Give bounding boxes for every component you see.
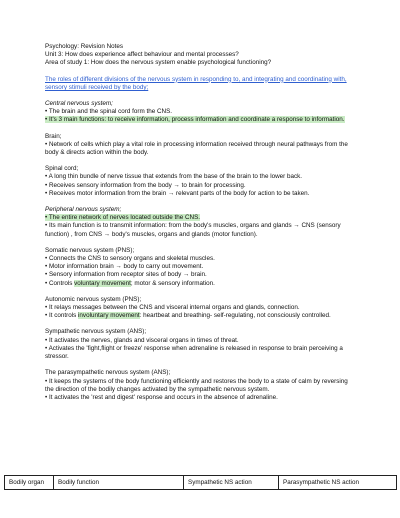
cns-heading: Central nervous system; xyxy=(45,100,113,108)
spinal-bullet-1: • A long thin bundle of nerve tissue that extends from the base of the brain to the lower back. xyxy=(45,173,303,181)
cns-bullet-2-text: • It's 3 main functions: to receive information, process information and coordinate a response to information. xyxy=(45,116,345,124)
somatic-bullet-4-post: ; motor & sensory information. xyxy=(130,279,215,287)
brain-heading: Brain; xyxy=(45,132,62,140)
sympathetic-heading: Sympathetic nervous system (ANS); xyxy=(45,328,147,336)
autonomic-bullet-2 xyxy=(45,312,356,320)
involuntary-movement-highlight: involuntary movement xyxy=(78,312,140,320)
somatic-heading: Somatic nervous system (PNS); xyxy=(45,246,135,254)
somatic-bullet-4-pre: • Controls xyxy=(45,279,75,287)
doc-title: Psychology: Revision Notes xyxy=(45,43,124,50)
parasympathetic-bullet-2: • It activates the 'rest and digest' response and occurs in the absence of adrenaline. xyxy=(45,393,278,401)
topic-link[interactable]: The roles of different divisions of the nervous system in responding to, and integrating and coordinating with, sensory stimuli received by the body; xyxy=(45,75,347,91)
pns-heading: Peripheral nervous system; xyxy=(45,206,122,214)
header-sympathetic-action: Sympathetic NS action xyxy=(184,476,279,490)
voluntary-movement-highlight: voluntary movement xyxy=(74,279,131,287)
spinal-bullet-3: • Receives motor information from the brain → relevant parts of the body for action to be taken. xyxy=(45,189,310,197)
unit-line: Unit 3: How does experience affect behaviour and mental processes? xyxy=(45,51,239,59)
brain-bullet-1: • Network of cells which play a vital role in processing information received through neural pathways from the body & directs action within the body. xyxy=(45,140,348,157)
autonomic-heading: Autonomic nervous system (PNS); xyxy=(45,295,142,303)
area-line: Area of study 1: How does the nervous system enable psychological functioning? xyxy=(45,59,272,67)
autonomic-bullet-2-post: : heartbeat and breathing- self-regulating, not consciously controlled. xyxy=(139,312,331,320)
spinal-bullet-2: • Receives sensory information from the body → to brain for processing. xyxy=(45,181,246,189)
autonomic-bullet-2-pre: • It controls xyxy=(45,312,79,320)
autonomic-bullet-1: • It relays messages between the CNS and visceral internal organs and glands, connection. xyxy=(45,304,300,312)
sympathetic-bullet-1: • It activates the nerves, glands and visceral organs in times of threat. xyxy=(45,336,239,344)
table-header-row xyxy=(5,476,397,490)
somatic-bullet-4 xyxy=(45,280,356,288)
cns-bullet-1: • The brain and the spinal cord form the CNS. xyxy=(45,108,173,116)
header-bodily-organ: Bodily organ xyxy=(5,476,54,490)
cns-bullet-2 xyxy=(45,116,356,124)
header-bodily-function: Bodily function xyxy=(54,476,184,490)
somatic-bullet-3: • Sensory information from receptor sites of body → brain. xyxy=(45,271,207,279)
somatic-bullet-1: • Connects the CNS to sensory organs and skeletal muscles. xyxy=(45,255,215,263)
pns-bullet-2: • Its main function is to transmit information: from the body's muscles, organs and glands → CNS (sensory function) , from CNS → body's muscles, organs and glands (motor function). xyxy=(45,222,341,238)
pns-bullet-1-text: • The entire network of nerves located outside the CNS. xyxy=(45,214,201,222)
spinal-heading: Spinal cord; xyxy=(45,165,79,173)
sympathetic-bullet-2: • Activates the 'fight,flight or freeze' response when adrenaline is released in response to brain perceiving a stressor. xyxy=(45,344,343,361)
comparison-table xyxy=(4,475,397,490)
parasympathetic-heading: The parasympathetic nervous system (ANS); xyxy=(45,369,171,377)
header-parasympathetic-action: Parasympathetic NS action xyxy=(279,476,397,490)
parasympathetic-bullet-1: • It keeps the systems of the body functioning efficiently and restores the body to a state of calm by reversing the direction of the bodily changes activated by the sympathetic nervous system. xyxy=(45,377,348,393)
pns-bullet-1 xyxy=(45,214,356,222)
somatic-bullet-2: • Motor information brain → body to carry out movement. xyxy=(45,263,204,271)
